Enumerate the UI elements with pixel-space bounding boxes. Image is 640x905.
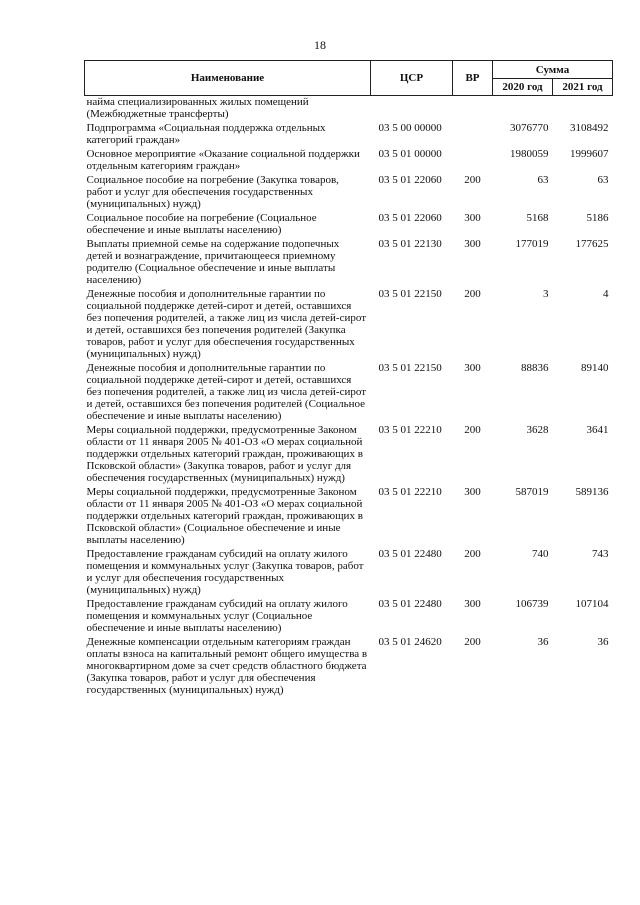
row-name: Социальное пособие на погребение (Закупка товаров, работ и услуг для обеспечения государственных (муниципальных) нужд) xyxy=(86,174,339,210)
row-sum-2020: 3 xyxy=(543,288,549,300)
row-csr: 03 5 01 22060 xyxy=(378,212,442,224)
table-row xyxy=(85,486,613,548)
row-vr: 200 xyxy=(464,174,481,186)
row-sum-2021: 1999607 xyxy=(570,148,609,160)
row-sum-2021: 89140 xyxy=(581,362,609,374)
header-year-2021: 2021 год xyxy=(553,79,613,96)
row-sum-2020: 3076770 xyxy=(510,122,549,134)
table-row xyxy=(85,148,613,174)
header-year-2020: 2020 год xyxy=(493,79,553,96)
row-name: Денежные пособия и дополнительные гарантии по социальной поддержке детей-сирот и детей, оставшихся без попечения родителей, а также лиц из числа детей-сирот и детей, оставшихся без попечения родителей (Социальное обеспечение и иные выплаты населению) xyxy=(86,362,367,422)
table-row xyxy=(85,238,613,288)
table-row xyxy=(85,424,613,486)
row-sum-2020: 106739 xyxy=(515,598,549,610)
row-vr: 300 xyxy=(464,486,481,498)
row-csr: 03 5 01 24620 xyxy=(378,636,442,648)
row-sum-2020: 177019 xyxy=(515,238,549,250)
row-sum-2021: 4 xyxy=(603,288,609,300)
table-row xyxy=(85,212,613,238)
row-csr: 03 5 01 22480 xyxy=(378,598,442,610)
row-csr: 03 5 01 22150 xyxy=(378,288,442,300)
row-sum-2020: 1980059 xyxy=(510,148,549,160)
row-vr: 300 xyxy=(464,362,481,374)
row-name: Основное мероприятие «Оказание социальной поддержки отдельным категориям граждан» xyxy=(86,148,360,172)
row-sum-2021 xyxy=(553,96,613,123)
row-sum-2021: 743 xyxy=(592,548,609,560)
header-csr: ЦСР xyxy=(371,61,453,96)
row-name: Меры социальной поддержки, предусмотренные Законом области от 11 января 2005 № 401-ОЗ «О мерах социальной поддержки отдельных категорий граждан, проживающих в Псковской области» (Социальное обеспечение и иные выплаты населению) xyxy=(86,486,363,546)
row-sum-2020: 88836 xyxy=(521,362,549,374)
row-name: найма специализированных жилых помещений (Межбюджетные трансферты) xyxy=(86,96,309,120)
page-number: 18 xyxy=(314,38,326,52)
row-sum-2020: 5168 xyxy=(526,212,549,224)
row-csr: 03 5 01 22150 xyxy=(378,362,442,374)
row-name: Подпрограмма «Социальная поддержка отдельных категорий граждан» xyxy=(86,122,326,146)
row-sum-2020 xyxy=(493,96,553,123)
row-csr: 03 5 00 00000 xyxy=(378,122,442,134)
budget-table xyxy=(84,60,613,698)
row-sum-2020: 63 xyxy=(537,174,549,186)
row-name: Меры социальной поддержки, предусмотренные Законом области от 11 января 2005 № 401-ОЗ «О мерах социальной поддержки отдельных категорий граждан, проживающих в Псковской области» (Закупка товаров, работ и услуг для обеспечения государственных (муниципальных) нужд) xyxy=(86,424,363,484)
row-sum-2021: 3641 xyxy=(586,424,609,436)
row-name: Выплаты приемной семье на содержание подопечных детей и вознаграждение, причитающееся приемному родителю (Социальное обеспечение и иные выплаты населению) xyxy=(86,238,340,286)
row-sum-2020: 740 xyxy=(532,548,549,560)
header-name: Наименование xyxy=(85,61,371,96)
row-csr: 03 5 01 00000 xyxy=(378,148,442,160)
row-csr: 03 5 01 22060 xyxy=(378,174,442,186)
row-vr: 200 xyxy=(464,636,481,648)
row-csr xyxy=(371,96,453,123)
table-row xyxy=(85,548,613,598)
row-vr: 300 xyxy=(464,212,481,224)
table-row xyxy=(85,174,613,212)
table-row xyxy=(85,362,613,424)
row-csr: 03 5 01 22480 xyxy=(378,548,442,560)
table-row xyxy=(85,96,613,123)
row-csr: 03 5 01 22210 xyxy=(378,424,442,436)
row-csr: 03 5 01 22130 xyxy=(378,238,442,250)
row-name: Социальное пособие на погребение (Социальное обеспечение и иные выплаты населению) xyxy=(86,212,317,236)
table-row xyxy=(85,288,613,362)
row-name: Денежные компенсации отдельным категориям граждан оплаты взноса на капитальный ремонт общего имущества в многоквартирном доме за счет средств областного бюджета (Закупка товаров, работ и услуг для обеспечения государственных (муниципальных) нужд) xyxy=(86,636,368,696)
row-vr xyxy=(453,96,493,123)
row-vr: 200 xyxy=(464,548,481,560)
row-csr: 03 5 01 22210 xyxy=(378,486,442,498)
row-vr: 200 xyxy=(464,424,481,436)
row-sum-2021: 589136 xyxy=(575,486,609,498)
row-sum-2021: 5186 xyxy=(586,212,609,224)
row-sum-2020: 3628 xyxy=(526,424,549,436)
table-row xyxy=(85,122,613,148)
row-sum-2020: 36 xyxy=(537,636,549,648)
row-name: Предоставление гражданам субсидий на оплату жилого помещения и коммунальных услуг (Социальное обеспечение и иные выплаты населению) xyxy=(86,598,348,634)
header-vr: ВР xyxy=(453,61,493,96)
row-vr xyxy=(453,122,493,148)
row-sum-2021: 36 xyxy=(597,636,609,648)
row-vr: 300 xyxy=(464,598,481,610)
table-body xyxy=(85,96,613,699)
row-sum-2021: 177625 xyxy=(575,238,609,250)
row-sum-2020: 587019 xyxy=(515,486,549,498)
row-sum-2021: 63 xyxy=(597,174,609,186)
table-row xyxy=(85,636,613,698)
row-sum-2021: 107104 xyxy=(575,598,609,610)
row-sum-2021: 3108492 xyxy=(570,122,609,134)
row-vr: 300 xyxy=(464,238,481,250)
row-name: Денежные пособия и дополнительные гарантии по социальной поддержке детей-сирот и детей, оставшихся без попечения родителей, а также лиц из числа детей-сирот и детей, оставшихся без попечения родителей (Закупка товаров, работ и услуг для обеспечения государственных (муниципальных) нужд) xyxy=(86,288,367,360)
row-vr xyxy=(453,148,493,174)
budget-table-sheet xyxy=(84,60,612,698)
row-vr: 200 xyxy=(464,288,481,300)
header-sum: Сумма xyxy=(493,61,613,79)
table-row xyxy=(85,598,613,636)
row-name: Предоставление гражданам субсидий на оплату жилого помещения и коммунальных услуг (Закупка товаров, работ и услуг для обеспечения государственных (муниципальных) нужд) xyxy=(86,548,364,596)
